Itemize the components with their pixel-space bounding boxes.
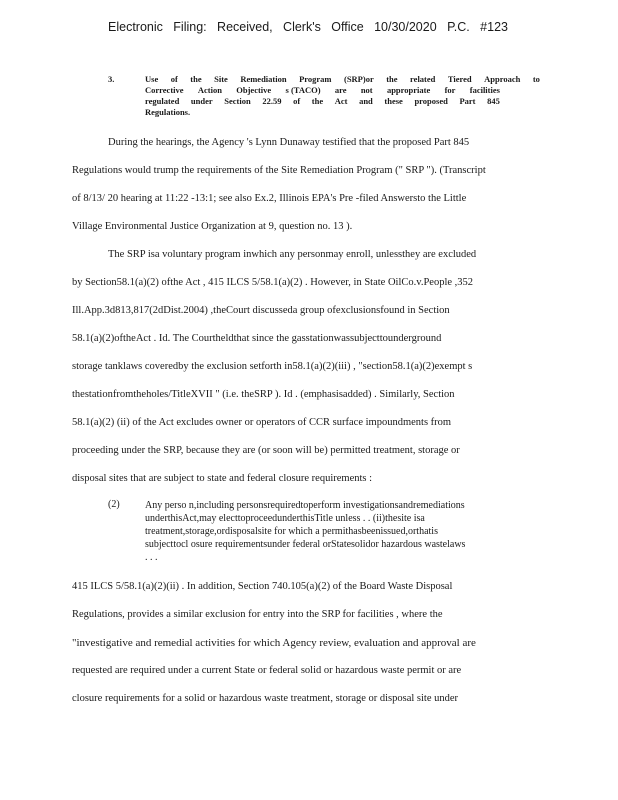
- body-line: by Section58.1(a)(2) ofthe Act , 415 ILCS 5/58.1(a)(2) . However, in State OilCo.v.People ,352: [72, 277, 474, 288]
- header-word: Received,: [217, 20, 273, 34]
- quote-line: Any perso n,including personsrequiredtoperform investigationsandremediations: [145, 500, 465, 511]
- section-number: 3.: [108, 74, 115, 84]
- section-heading: [145, 74, 540, 118]
- body-line: Village Environmental Justice Organization at 9, question no. 13 ).: [72, 221, 353, 232]
- body-line: 58.1(a)(2)oftheAct . Id. The Courtheldthat since the gasstationwassubjecttounderground: [72, 333, 442, 344]
- section-heading-line: Use of the Site Remediation Program (SRP)or the related Tiered Approach to: [145, 74, 540, 84]
- body-line: of 8/13/ 20 hearing at 11:22 -13:1; see also Ex.2, Illinois EPA's Pre -filed Answersto the Little: [72, 193, 467, 204]
- body-line: During the hearings, the Agency 's Lynn Dunaway testified that the proposed Part 845: [108, 137, 470, 148]
- quote-line: subjecttocl osure requirementsunder federal orStatesolidor hazardous wastelaws: [145, 539, 466, 550]
- header-word: Clerk's: [283, 20, 321, 34]
- header-word: Filing:: [173, 20, 207, 34]
- body-line: "investigative and remedial activities for which Agency review, evaluation and approval are: [72, 637, 476, 649]
- section-heading-line: Corrective Action Objective s (TACO) are not appropriate for facilities: [145, 85, 500, 95]
- body-line: closure requirements for a solid or hazardous waste treatment, storage or disposal site under: [72, 693, 459, 704]
- quote-number: (2): [108, 499, 120, 510]
- body-line: thestationfromtheholes/TitleXVII " (i.e. theSRP ). Id . (emphasisadded) . Similarly, Section: [72, 389, 455, 400]
- body-line: Regulations, provides a similar exclusion for entry into the SRP for facilities , where the: [72, 609, 443, 620]
- header-pc-number: #123: [480, 20, 508, 34]
- body-line: 415 ILCS 5/58.1(a)(2)(ii) . In addition, Section 740.105(a)(2) of the Board Waste Disposal: [72, 581, 453, 592]
- electronic-filing-header: [108, 20, 508, 34]
- body-line: requested are required under a current State or federal solid or hazardous waste permit or are: [72, 665, 462, 676]
- body-line: proceeding under the SRP, because they are (or soon will be) permitted treatment, storage or: [72, 445, 460, 456]
- statute-quote: [145, 499, 505, 564]
- header-word: P.C.: [447, 20, 470, 34]
- quote-line: underthisAct,may electtoproceedunderthisTitle unless . . (ii)thesite isa: [145, 513, 425, 524]
- body-line: The SRP isa voluntary program inwhich any personmay enroll, unlessthey are excluded: [108, 249, 477, 260]
- quote-line: . . .: [145, 552, 158, 563]
- body-line: 58.1(a)(2) (ii) of the Act excludes owner or operators of CCR surface impoundments from: [72, 417, 452, 428]
- section-heading-line: regulated under Section 22.59 of the Act and these proposed Part 845: [145, 96, 500, 106]
- body-line: disposal sites that are subject to state and federal closure requirements :: [72, 473, 373, 484]
- body-line: storage tanklaws coveredby the exclusion setforth in58.1(a)(2)(iii) , "section58.1(a)(2)exempt s: [72, 361, 473, 372]
- body-line: Ill.App.3d813,817(2dDist.2004) ,theCourt discusseda group ofexclusionsfound in Section: [72, 305, 450, 316]
- header-date: 10/30/2020: [374, 20, 437, 34]
- body-line: Regulations would trump the requirements of the Site Remediation Program (" SRP "). (Transcript: [72, 165, 486, 176]
- header-word: Office: [331, 20, 364, 34]
- section-heading-line: Regulations.: [145, 107, 191, 117]
- header-word: Electronic: [108, 20, 163, 34]
- quote-line: treatment,storage,ordisposalsite for which a permithasbeenissued,orthatis: [145, 526, 438, 537]
